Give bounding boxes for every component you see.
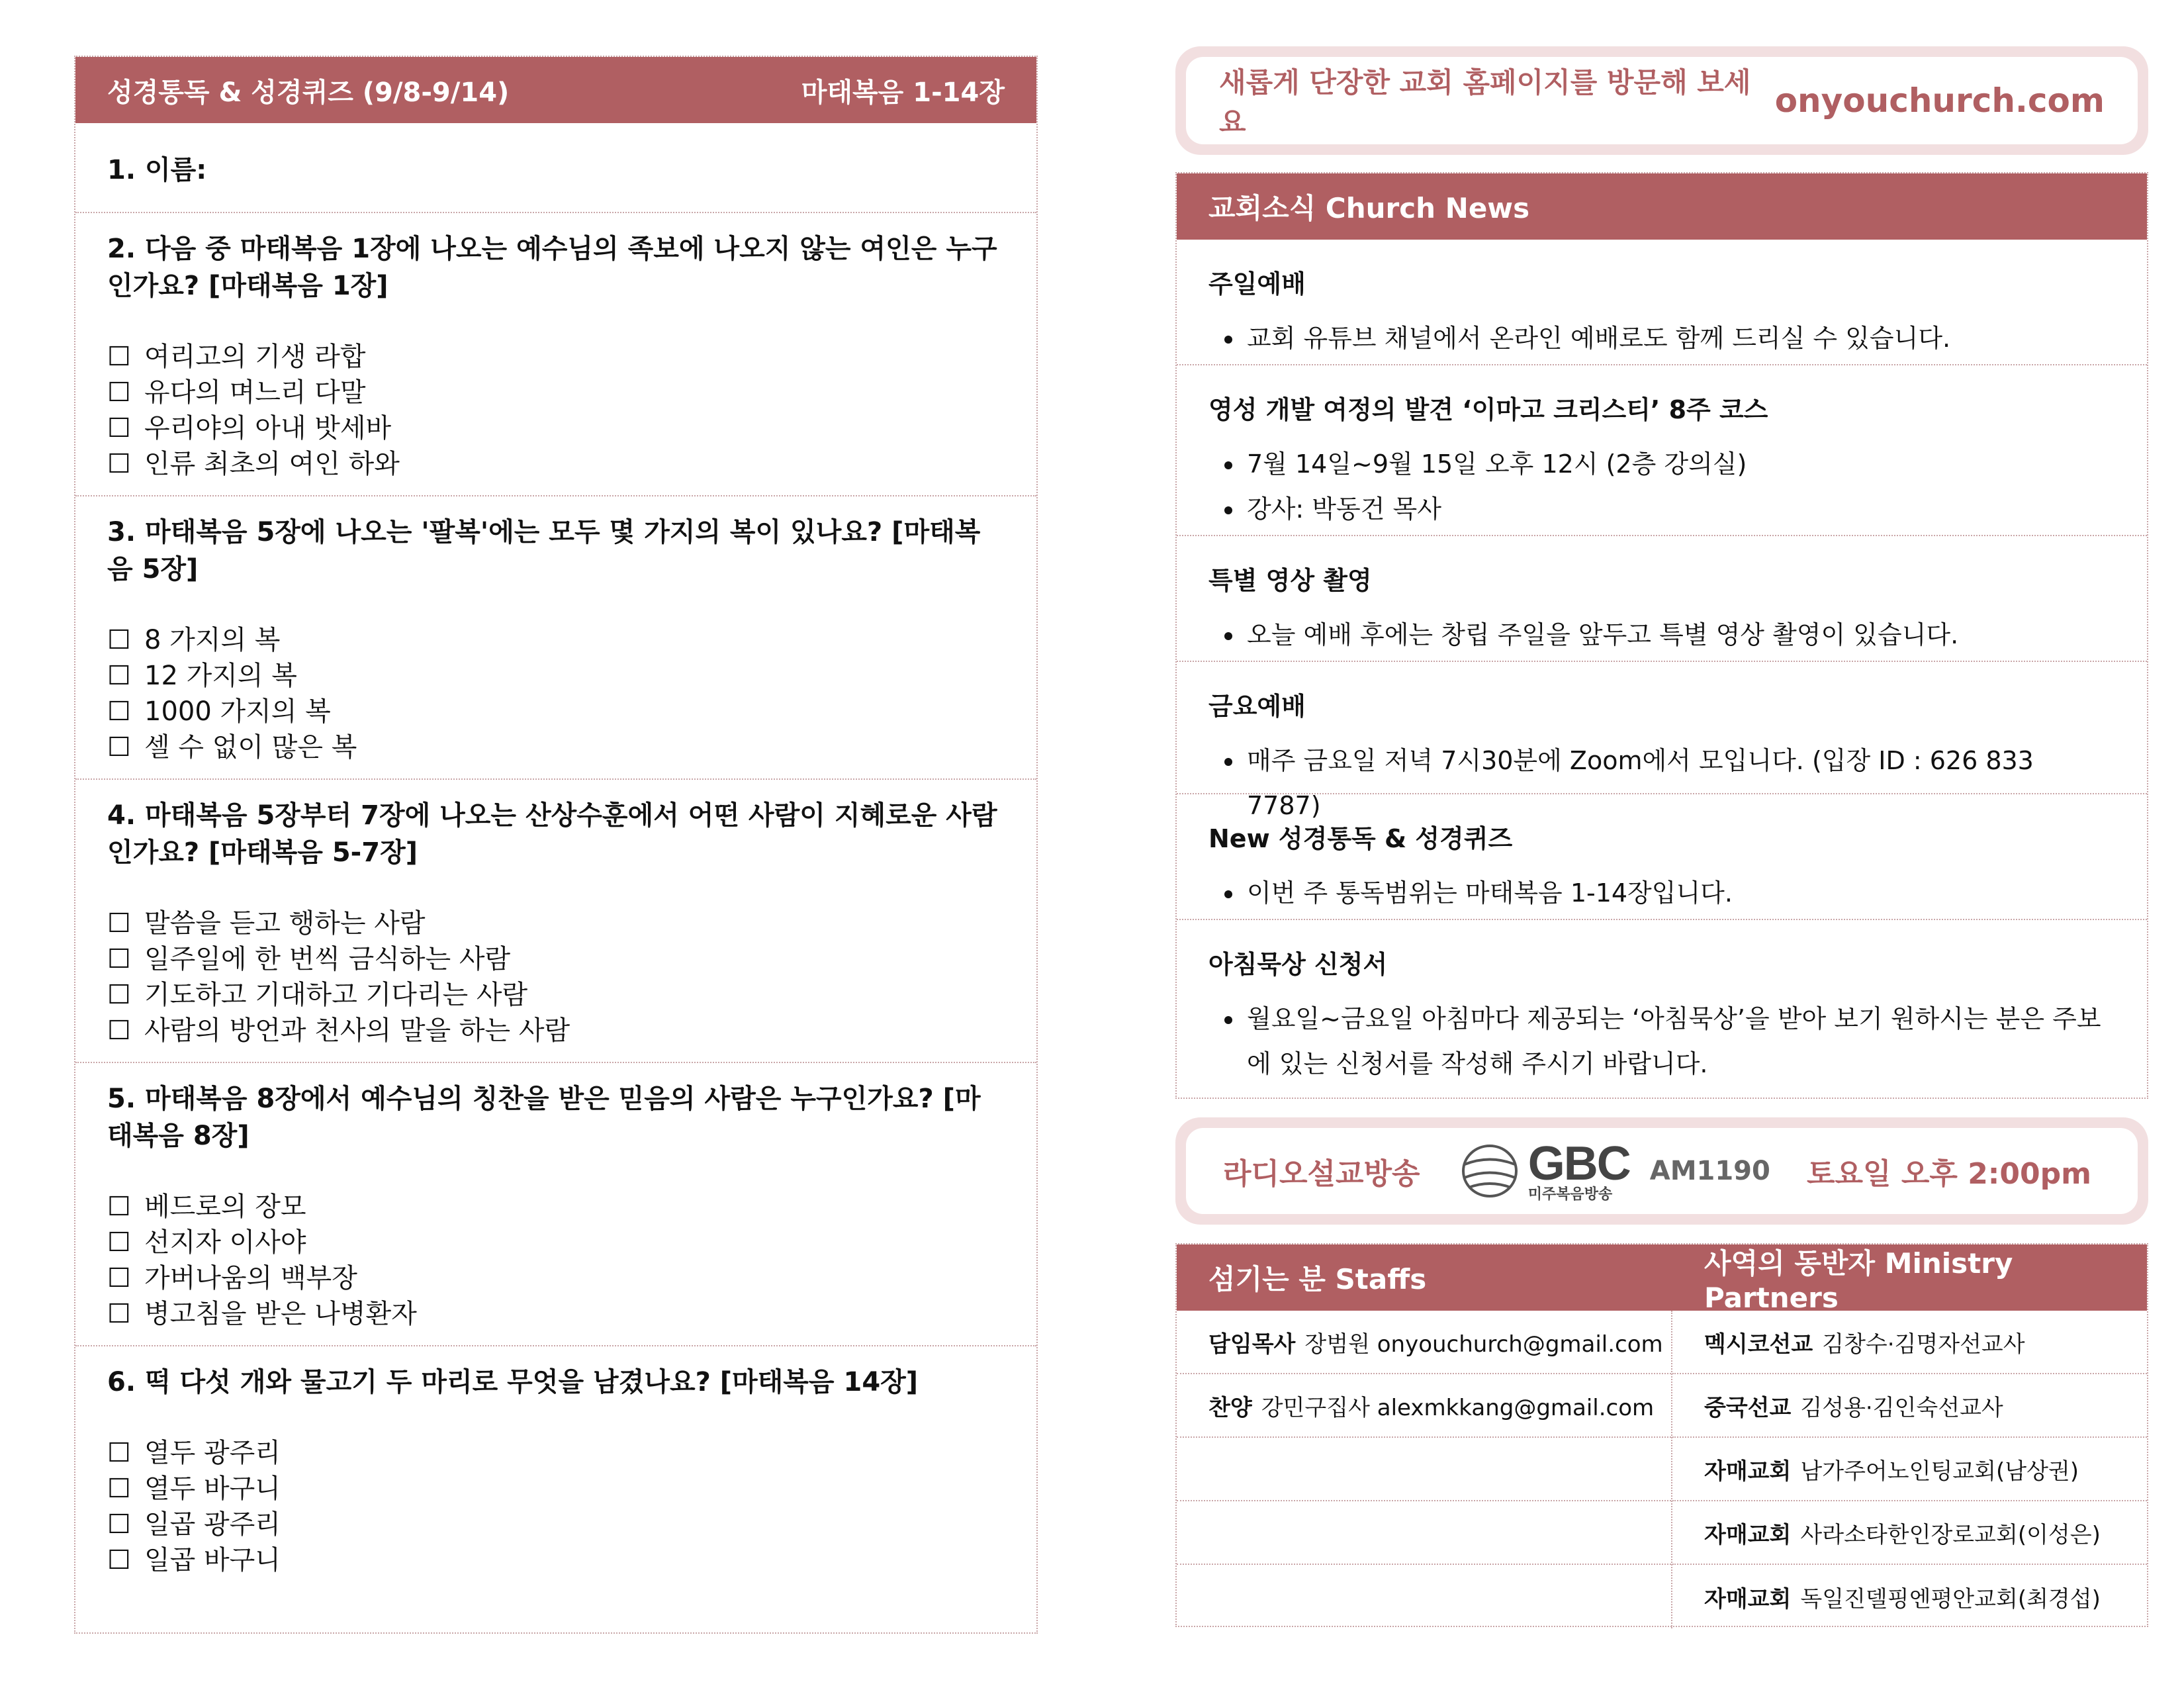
- answer-option[interactable]: ☐ 여리고의 기생 라합: [107, 339, 1005, 375]
- news-section: [1177, 536, 2147, 662]
- name-label: 1. 이름:: [107, 154, 207, 185]
- staff-row: [1177, 1438, 1671, 1501]
- partner-info: 사라소타한인장로교회(이성은): [1800, 1521, 2101, 1548]
- news-item: • 7월 14일~9월 15일 오후 12시 (2층 강의실): [1244, 442, 2115, 487]
- answer-option[interactable]: ☐ 12 가지의 복: [107, 658, 1005, 694]
- staff-info: 강민구집사 alexmkkang@gmail.com: [1261, 1394, 1655, 1421]
- answer-option[interactable]: ☐ 베드로의 장모: [107, 1189, 1005, 1225]
- radio-station: AM1190: [1649, 1156, 1770, 1186]
- globe-icon: [1457, 1141, 1523, 1201]
- news-section-title: 아침묵상 신청서: [1208, 950, 1388, 979]
- news-item: • 월요일~금요일 아침마다 제공되는 ‘아침묵상’을 받아 보기 원하시는 분은 주보에 있는 신청서를 작성해 주시기 바랍니다.: [1244, 996, 2115, 1086]
- staff-header-right: 사역의 동반자 Ministry Partners: [1704, 1246, 2013, 1314]
- partner-row: [1672, 1565, 2147, 1628]
- news-section: [1177, 794, 2147, 920]
- name-field[interactable]: [75, 123, 1036, 213]
- quiz-title: 성경통독 & 성경퀴즈 (9/8-9/14): [107, 77, 510, 108]
- partner-info: 김성용·김인숙선교사: [1800, 1394, 2003, 1421]
- quiz-range: 마태복음 1-14장: [801, 77, 1005, 108]
- answer-option[interactable]: ☐ 가버나움의 백부장: [107, 1260, 1005, 1296]
- partner-role: 멕시코선교: [1704, 1331, 1813, 1358]
- website-banner: [1175, 46, 2148, 155]
- answer-option[interactable]: ☐ 열두 광주리: [107, 1435, 1005, 1471]
- gbc-logo: [1457, 1137, 1770, 1203]
- answer-option[interactable]: ☐ 일곱 광주리: [107, 1507, 1005, 1542]
- staff-info: 장범원 onyouchurch@gmail.com: [1304, 1331, 1663, 1358]
- answer-option[interactable]: ☐ 8 가지의 복: [107, 622, 1005, 658]
- partner-row: [1672, 1438, 2147, 1501]
- news-item: • 매주 금요일 저녁 7시30분에 Zoom에서 모입니다. (입장 ID : 626 833 7787): [1244, 738, 2115, 828]
- partner-row: [1672, 1311, 2147, 1374]
- answer-option[interactable]: ☐ 유다의 며느리 다말: [107, 375, 1005, 410]
- bible-quiz-panel: [74, 56, 1038, 1634]
- news-section: [1177, 240, 2147, 365]
- banner-text: 새롭게 단장한 교회 홈페이지를 방문해 보세요: [1219, 66, 1751, 138]
- answer-option[interactable]: ☐ 일주일에 한 번씩 금식하는 사람: [107, 941, 1005, 977]
- staff-row: [1177, 1565, 1671, 1628]
- church-news-panel: [1175, 172, 2148, 1099]
- staff-row: [1177, 1311, 1671, 1374]
- partner-info: 남가주어노인팅교회(남상권): [1800, 1458, 2079, 1485]
- partner-role: 자매교회: [1704, 1585, 1792, 1613]
- news-section-title: 특별 영상 촬영: [1208, 566, 1372, 595]
- answer-option[interactable]: ☐ 병고침을 받은 나병환자: [107, 1296, 1005, 1332]
- news-item: • 교회 유튜브 채널에서 온라인 예배로도 함께 드리실 수 있습니다.: [1244, 316, 2115, 361]
- partner-role: 자매교회: [1704, 1458, 1792, 1485]
- answer-option[interactable]: ☐ 셀 수 없이 많은 복: [107, 729, 1005, 765]
- quiz-question: [75, 213, 1036, 496]
- staff-header: [1177, 1244, 2147, 1314]
- news-section-title: 영성 개발 여정의 발견 ‘이마고 크리스티’ 8주 코스: [1208, 395, 1768, 424]
- news-section: [1177, 365, 2147, 536]
- answer-option[interactable]: ☐ 일곱 바구니: [107, 1542, 1005, 1578]
- news-section-title: New 성경통독 & 성경퀴즈: [1208, 824, 1513, 853]
- news-section-title: 주일예배: [1208, 269, 1306, 299]
- quiz-question: [75, 1063, 1036, 1346]
- staff-column: [1177, 1311, 1672, 1628]
- partner-row: [1672, 1374, 2147, 1438]
- radio-time: 토요일 오후 2:00pm: [1807, 1157, 2091, 1191]
- radio-label: 라디오설교방송: [1223, 1157, 1420, 1191]
- partner-role: 자매교회: [1704, 1521, 1792, 1548]
- gbc-logo-subtext: 미주복음방송: [1527, 1186, 1613, 1203]
- news-section: [1177, 920, 2147, 1096]
- partner-info: 독일진델핑엔평안교회(최경섭): [1800, 1585, 2101, 1613]
- quiz-question: [75, 496, 1036, 780]
- radio-broadcast-banner: [1175, 1117, 2148, 1225]
- question-title: 6. 떡 다섯 개와 물고기 두 마리로 무엇을 남겼나요? [마태복음 14장]: [107, 1367, 919, 1397]
- question-title: 4. 마태복음 5장부터 7장에 나오는 산상수훈에서 어떤 사람이 지혜로운 사람인가요? [마태복음 5-7장]: [107, 800, 997, 868]
- gbc-logo-text: GBC: [1527, 1137, 1630, 1190]
- staff-header-left: 섬기는 분 Staffs: [1208, 1263, 1427, 1295]
- question-title: 5. 마태복음 8장에서 예수님의 칭찬을 받은 믿음의 사람은 누구인가요? [마태복음 8장]: [107, 1084, 981, 1151]
- news-section-title: 금요예배: [1208, 692, 1306, 721]
- partner-role: 중국선교: [1704, 1394, 1792, 1421]
- question-title: 3. 마태복음 5장에 나오는 '팔복'에는 모두 몇 가지의 복이 있나요? [마태복음 5장]: [107, 517, 981, 585]
- answer-option[interactable]: ☐ 선지자 이사야: [107, 1225, 1005, 1260]
- quiz-header: [75, 57, 1036, 123]
- partners-column: [1672, 1311, 2147, 1628]
- quiz-question: [75, 780, 1036, 1063]
- staff-row: [1177, 1374, 1671, 1438]
- answer-option[interactable]: ☐ 기도하고 기대하고 기다리는 사람: [107, 977, 1005, 1013]
- news-item: • 강사: 박동건 목사: [1244, 487, 2115, 532]
- news-item: • 이번 주 통독범위는 마태복음 1-14장입니다.: [1244, 870, 2115, 915]
- answer-option[interactable]: ☐ 사람의 방언과 천사의 말을 하는 사람: [107, 1013, 1005, 1049]
- question-title: 2. 다음 중 마태복음 1장에 나오는 예수님의 족보에 나오지 않는 여인은 누구인가요? [마태복음 1장]: [107, 234, 997, 301]
- news-item: • 오늘 예배 후에는 창립 주일을 앞두고 특별 영상 촬영이 있습니다.: [1244, 612, 2115, 657]
- staff-table: [1175, 1243, 2148, 1627]
- answer-option[interactable]: ☐ 열두 바구니: [107, 1471, 1005, 1507]
- partner-row: [1672, 1501, 2147, 1565]
- news-section: [1177, 662, 2147, 820]
- website-link[interactable]: onyouchurch.com: [1774, 81, 2105, 120]
- news-header: 교회소식 Church News: [1177, 173, 2147, 240]
- answer-option[interactable]: ☐ 1000 가지의 복: [107, 694, 1005, 729]
- staff-row: [1177, 1501, 1671, 1565]
- answer-option[interactable]: ☐ 인류 최초의 여인 하와: [107, 446, 1005, 482]
- staff-role: 찬양: [1208, 1394, 1252, 1421]
- staff-role: 담임목사: [1208, 1331, 1296, 1358]
- quiz-question: [75, 1346, 1036, 1630]
- answer-option[interactable]: ☐ 우리야의 아내 밧세바: [107, 410, 1005, 446]
- partner-info: 김창수·김명자선교사: [1822, 1331, 2025, 1358]
- answer-option[interactable]: ☐ 말씀을 듣고 행하는 사람: [107, 906, 1005, 941]
